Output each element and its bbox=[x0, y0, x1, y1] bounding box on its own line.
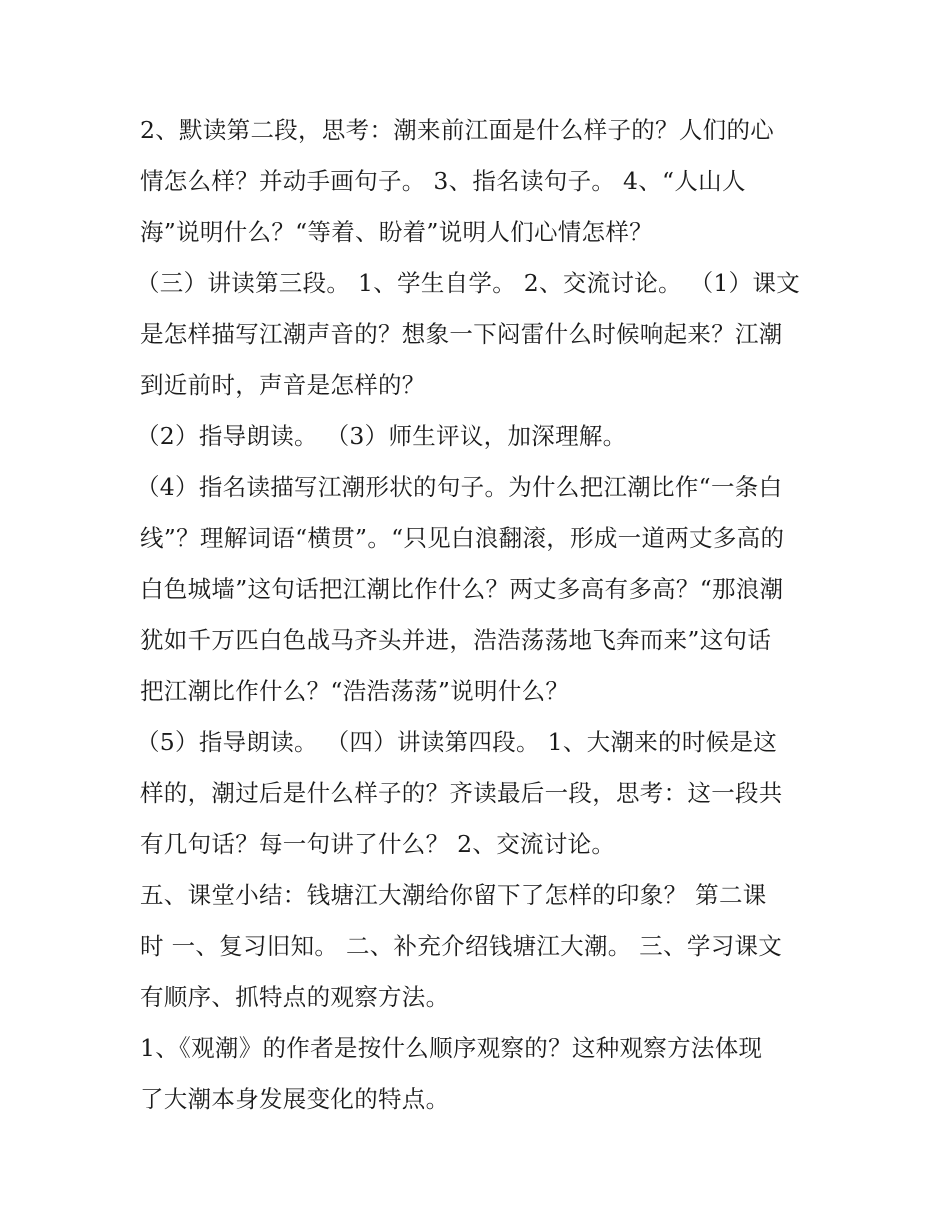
text-line: 到近前时，声音是怎样的？ bbox=[140, 371, 426, 399]
document-page bbox=[136, 108, 820, 1128]
text-line: （2）指导朗读。 （3）师生评议，加深理解。 bbox=[136, 422, 627, 450]
text-line: （5）指导朗读。 （四）讲读第四段。 1、大潮来的时候是这 bbox=[136, 728, 778, 756]
text-line: （4）指名读描写江潮形状的句子。为什么把江潮比作“一条白 bbox=[136, 473, 783, 501]
text-line: 把江潮比作什么？“浩浩荡荡”说明什么？ bbox=[140, 677, 570, 705]
text-line: 白色城墙”这句话把江潮比作什么？两丈多高有多高？“那浪潮 bbox=[140, 575, 784, 603]
text-line: 犹如千万匹白色战马齐头并进，浩浩荡荡地飞奔而来”这句话 bbox=[140, 626, 772, 654]
text-line: 2、默读第二段，思考：潮来前江面是什么样子的？人们的心 bbox=[140, 116, 775, 144]
text-line: 线”？理解词语“横贯”。“只见白浪翻滚，形成一道两丈多高的 bbox=[140, 524, 785, 552]
text-line: 情怎么样？并动手画句子。 3、指名读句子。 4、“人山人 bbox=[140, 167, 746, 195]
text-line: 是怎样描写江潮声音的？想象一下闷雷什么时候响起来？江潮 bbox=[140, 320, 783, 348]
text-line: 有几句话？每一句讲了什么？ 2、交流讨论。 bbox=[140, 830, 616, 858]
text-line: 样的，潮过后是什么样子的？齐读最后一段，思考：这一段共 bbox=[140, 779, 783, 807]
text-line: （三）讲读第三段。 1、学生自学。 2、交流讨论。 （1）课文 bbox=[136, 269, 801, 297]
text-line: 1、《观潮》的作者是按什么顺序观察的？这种观察方法体现 bbox=[140, 1034, 763, 1062]
text-line: 时 一、复习旧知。 二、补充介绍钱塘江大潮。 三、学习课文 bbox=[140, 932, 783, 960]
text-line: 有顺序、抓特点的观察方法。 bbox=[140, 983, 450, 1011]
text-line: 海”说明什么？“等着、盼着”说明人们心情怎样？ bbox=[140, 218, 653, 246]
text-line: 了大潮本身发展变化的特点。 bbox=[140, 1085, 450, 1113]
text-line: 五、课堂小结：钱塘江大潮给你留下了怎样的印象？ 第二课 bbox=[140, 881, 767, 909]
